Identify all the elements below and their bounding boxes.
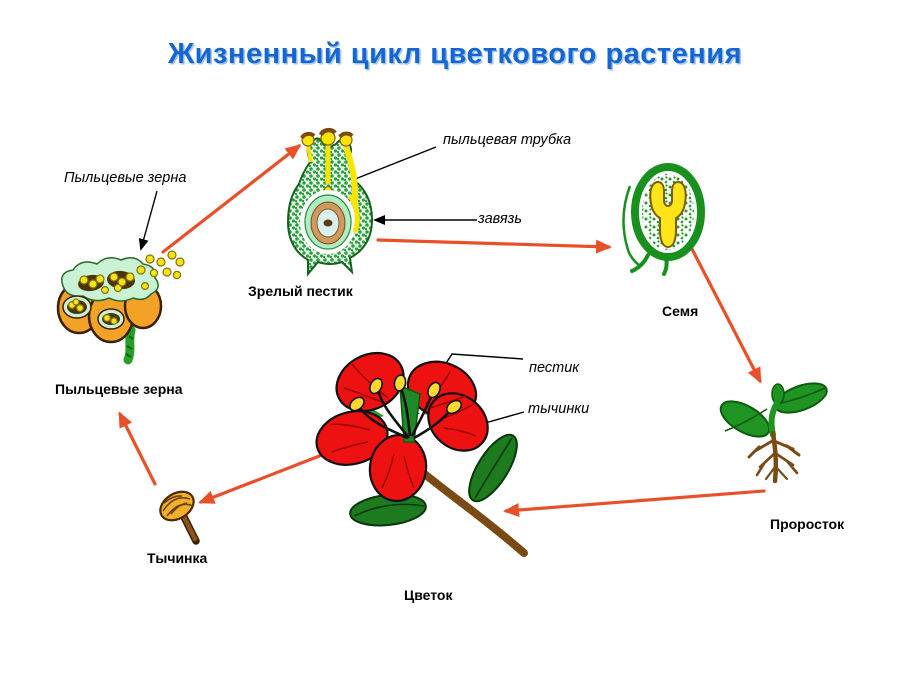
arrow-pistil-to-seed bbox=[378, 240, 609, 247]
caption-seedling: Проросток bbox=[770, 516, 845, 532]
stamen-illustration bbox=[155, 486, 199, 541]
caption-pollen-grains: Пыльцевые зерна bbox=[55, 381, 183, 397]
mature-pistil-illustration bbox=[288, 130, 372, 274]
page-title: Жизненный цикл цветкового растения bbox=[167, 38, 743, 70]
annotation-pistil: пестик bbox=[529, 360, 580, 376]
caption-stamen: Тычинка bbox=[147, 550, 208, 566]
annotation-pollen-grains: Пыльцевые зерна bbox=[64, 170, 187, 186]
arrow-stamen-to-pollen bbox=[120, 414, 155, 484]
caption-seed: Семя bbox=[662, 303, 699, 319]
flower-illustration bbox=[310, 342, 525, 553]
seed-illustration bbox=[623, 166, 702, 274]
annotation-ovary: завязь bbox=[478, 211, 523, 227]
annotation-pollen-tube: пыльцевая трубка bbox=[443, 132, 572, 148]
roots bbox=[749, 433, 799, 481]
caption-flower: Цветок bbox=[404, 587, 453, 603]
pointer-pollen-grains bbox=[141, 191, 157, 249]
annotation-stamens: тычинки bbox=[528, 401, 590, 417]
caption-mature-pistil: Зрелый пестик bbox=[248, 283, 353, 299]
arrow-pollen-to-pistil bbox=[163, 146, 299, 252]
pollen-grains-illustration bbox=[58, 251, 184, 360]
arrow-flower-to-stamen bbox=[201, 455, 322, 502]
pointer-pollen-tube bbox=[345, 147, 436, 183]
arrow-seed-to-seedling bbox=[692, 249, 760, 381]
seedling-illustration bbox=[715, 377, 830, 481]
arrow-seedling-to-flower bbox=[506, 491, 764, 511]
